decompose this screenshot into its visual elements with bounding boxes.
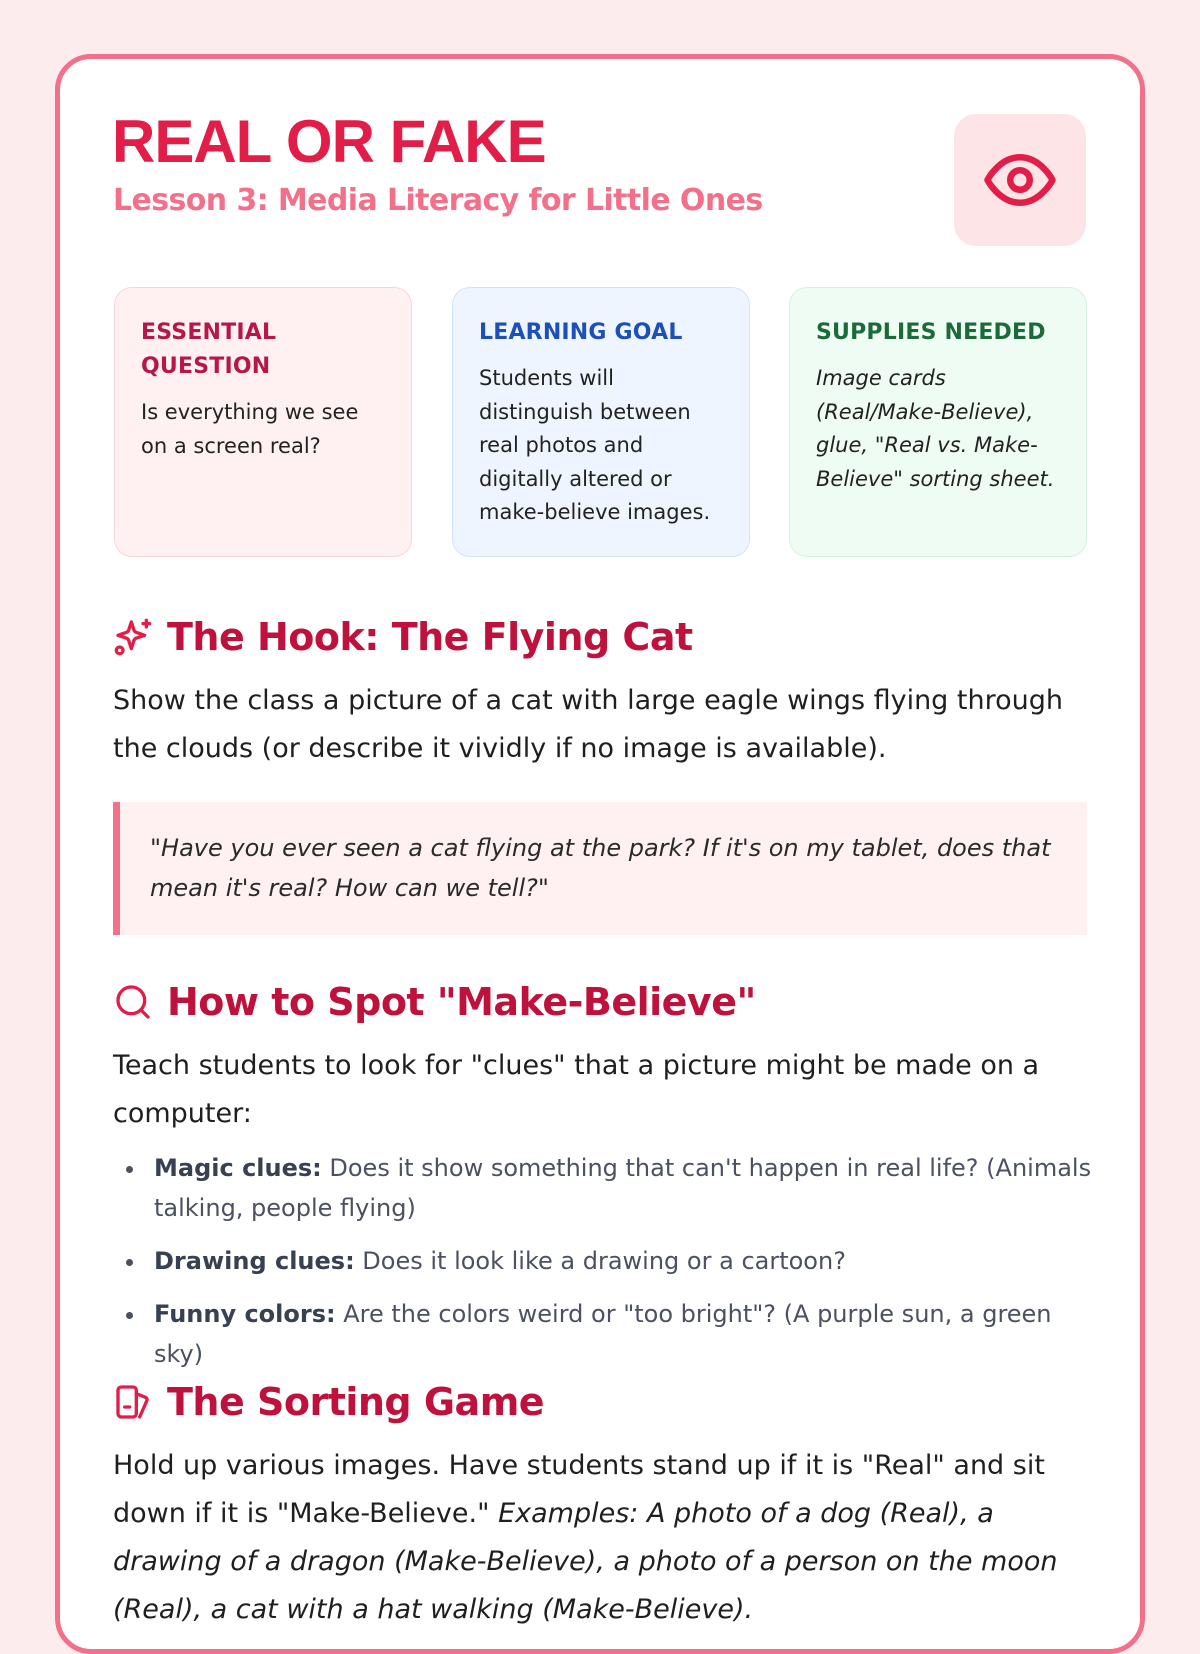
clue-label: Drawing clues: <box>154 1247 355 1275</box>
clue-text: Does it look like a drawing or a cartoon? <box>354 1247 846 1275</box>
spot-heading-text: How to Spot "Make-Believe" <box>167 980 756 1024</box>
list-item <box>113 1241 1103 1281</box>
search-icon <box>113 982 153 1022</box>
hook-quote: "Have you ever seen a cat flying at the park? If it's on my tablet, does that mean it's real? How can we tell?" <box>113 802 1087 935</box>
page-subtitle: Lesson 3: Media Literacy for Little Ones <box>113 183 763 218</box>
sorting-examples: Examples: A photo of a dog (Real), a drawing of a dragon (Make-Believe), a photo of a person on the moon (Real), a cat with a hat walking (Make-Believe). <box>113 1498 1058 1625</box>
essential-question-body: Is everything we see on a screen real? <box>141 400 359 458</box>
eye-icon <box>981 141 1059 219</box>
list-item <box>113 1294 1103 1374</box>
supplies-heading: SUPPLIES NEEDED <box>816 320 1046 345</box>
clue-text: Does it show something that can't happen in real life? (Animals talking, people flying) <box>154 1154 1092 1222</box>
sparkles-icon <box>113 617 153 657</box>
clue-text: Are the colors weird or "too bright"? (A purple sun, a green sky) <box>154 1300 1052 1368</box>
eye-badge <box>954 114 1086 246</box>
hook-heading-text: The Hook: The Flying Cat <box>167 615 693 659</box>
clue-label: Funny colors: <box>154 1300 336 1328</box>
supplies-card <box>789 287 1087 557</box>
sorting-heading-text: The Sorting Game <box>167 1380 545 1424</box>
page-title: REAL OR FAKE <box>112 108 546 175</box>
clue-label: Magic clues: <box>154 1154 322 1182</box>
hook-text: Show the class a picture of a cat with large eagle wings flying through the clouds (or describe it vividly if no image is available). <box>113 685 1063 764</box>
hook-heading <box>113 615 693 659</box>
spot-intro: Teach students to look for "clues" that a picture might be made on a computer: <box>113 1050 1040 1129</box>
essential-question-card <box>114 287 412 557</box>
learning-goal-body: Students will distinguish between real photos and digitally altered or make-believe images. <box>479 366 711 524</box>
sorting-cards-icon <box>113 1382 153 1422</box>
learning-goal-heading: LEARNING GOAL <box>479 320 683 345</box>
sorting-text <box>113 1442 1093 1634</box>
sorting-instructions: Hold up various images. Have students stand up if it is "Real" and sit down if it is "Make-Believe." <box>113 1450 1045 1529</box>
essential-question-heading: ESSENTIAL QUESTION <box>141 320 277 379</box>
sorting-heading <box>113 1380 544 1424</box>
spot-heading <box>113 980 756 1024</box>
supplies-body: Image cards (Real/Make-Believe), glue, "Real vs. Make-Believe" sorting sheet. <box>816 366 1055 491</box>
clue-list <box>113 1148 1103 1387</box>
list-item <box>113 1148 1103 1228</box>
learning-goal-card <box>452 287 750 557</box>
